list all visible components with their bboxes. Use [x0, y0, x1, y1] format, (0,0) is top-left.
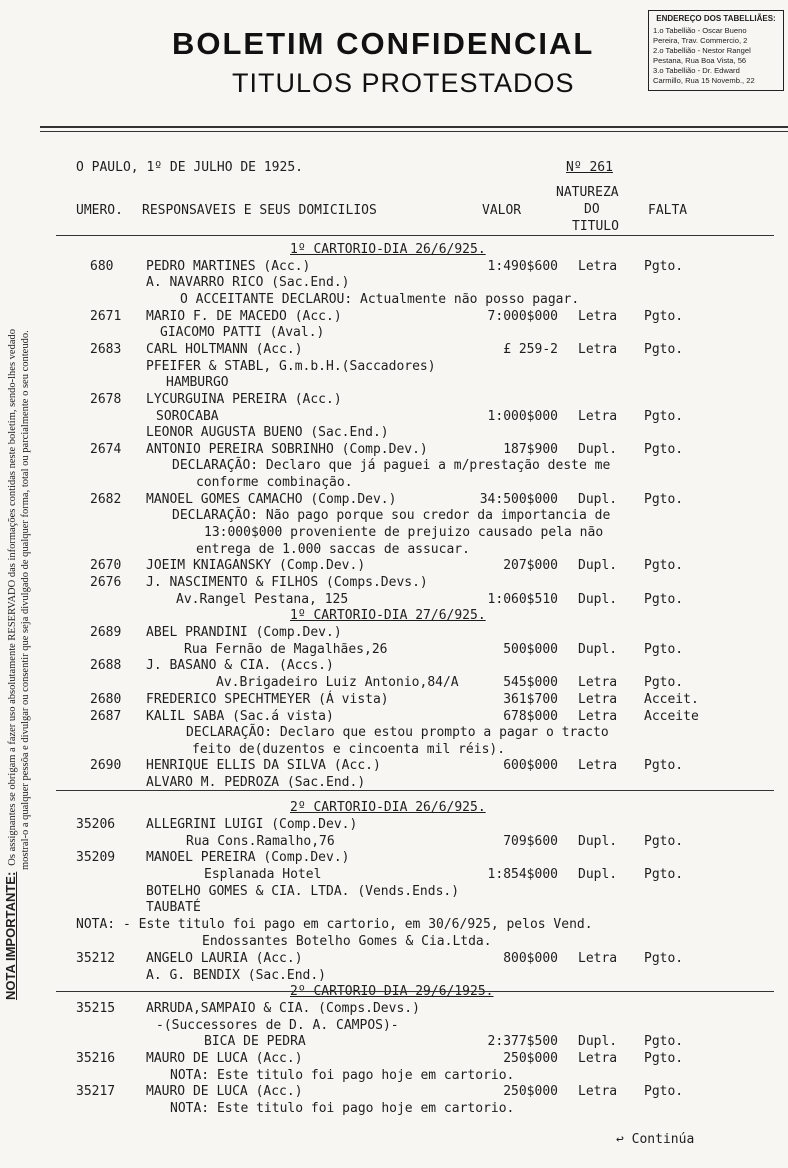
col-numero: UMERO. [76, 203, 123, 218]
title-nature: Dupl. [578, 442, 618, 457]
col-valor: VALOR [482, 203, 522, 218]
title-number: 2680 [90, 692, 122, 707]
title-value: 207$000 [503, 558, 558, 573]
address-line: Carmillo, Rua 15 Novemb., 22 [653, 76, 755, 85]
title-nature: Letra [578, 1084, 618, 1099]
title-value: 34:500$000 [479, 492, 558, 507]
title-nature: Letra [578, 675, 618, 690]
responsible-party: Endossantes Botelho Gomes & Cia.Ltda. [202, 934, 492, 949]
title-value: 678$000 [503, 709, 558, 724]
address-line: 2.o Tabellião - Nestor Rangel [653, 46, 751, 55]
responsible-party: TAUBATÉ [146, 900, 201, 915]
responsible-party: MAURO DE LUCA (Acc.) [146, 1051, 303, 1066]
responsible-party: A. G. BENDIX (Sac.End.) [146, 968, 327, 983]
col-natureza: NATUREZA [556, 185, 619, 200]
title-value: 361$700 [503, 692, 558, 707]
title-nature: Dupl. [578, 592, 618, 607]
title-nature: Dupl. [578, 558, 618, 573]
section-rule [56, 790, 774, 791]
title-nature: Dupl. [578, 642, 618, 657]
responsible-party: MAURO DE LUCA (Acc.) [146, 1084, 303, 1099]
section-label: 2º CARTORIO-DIA 26/6/925. [290, 800, 486, 815]
responsible-party: GIACOMO PATTI (Aval.) [160, 325, 325, 340]
title-value: 709$600 [503, 834, 558, 849]
title-number: 2688 [90, 658, 122, 673]
header-rule [40, 126, 788, 128]
title-number: 35209 [76, 850, 116, 865]
title-fault: Pgto. [644, 642, 684, 657]
responsible-party: HAMBURGO [166, 375, 229, 390]
title-value: £ 259-2 [503, 342, 558, 357]
title-fault: Pgto. [644, 867, 684, 882]
title-fault: Pgto. [644, 758, 684, 773]
title-number: 35217 [76, 1084, 116, 1099]
continues-note: ↩ Continúa [616, 1132, 695, 1147]
responsible-party: entrega de 1.000 saccas de assucar. [196, 542, 470, 557]
title-value: 500$000 [503, 642, 558, 657]
responsible-party: Rua Cons.Ramalho,76 [186, 834, 335, 849]
responsible-party: LEONOR AUGUSTA BUENO (Sac.End.) [146, 425, 389, 440]
title-fault: Pgto. [644, 592, 684, 607]
title-value: 1:000$000 [487, 409, 558, 424]
important-note-label: NOTA IMPORTANTE: [3, 871, 18, 1000]
responsible-party: PEDRO MARTINES (Acc.) [146, 259, 311, 274]
responsible-party: ABEL PRANDINI (Comp.Dev.) [146, 625, 342, 640]
responsible-party: MANOEL GOMES CAMACHO (Comp.Dev.) [146, 492, 397, 507]
important-note-sidebar [4, 40, 32, 1000]
responsible-party: A. NAVARRO RICO (Sac.End.) [146, 275, 350, 290]
title-fault: Pgto. [644, 409, 684, 424]
title-number: 2690 [90, 758, 122, 773]
responsible-party: feito de(duzentos e cincoenta mil réis). [192, 742, 506, 757]
responsible-party: Esplanada Hotel [204, 867, 322, 882]
title-number: 2687 [90, 709, 122, 724]
responsible-party: CARL HOLTMANN (Acc.) [146, 342, 303, 357]
responsible-party: J. BASANO & CIA. (Accs.) [146, 658, 334, 673]
col-falta: FALTA [648, 203, 688, 218]
responsible-party: MANOEL PEREIRA (Comp.Dev.) [146, 850, 350, 865]
title-value: 250$000 [503, 1084, 558, 1099]
title-value: 1:490$600 [487, 259, 558, 274]
title-nature: Letra [578, 951, 618, 966]
title-fault: Pgto. [644, 1084, 684, 1099]
title-fault: Pgto. [644, 342, 684, 357]
title-value: 187$900 [503, 442, 558, 457]
title-number: 35206 [76, 817, 116, 832]
responsible-party: ALVARO M. PEDROZA (Sac.End.) [146, 775, 366, 790]
title-value: 545$000 [503, 675, 558, 690]
responsible-party: Av.Brigadeiro Luiz Antonio,84/A [216, 675, 459, 690]
title-nature: Letra [578, 409, 618, 424]
responsible-party: FREDERICO SPECHTMEYER (Á vista) [146, 692, 389, 707]
title-number: 35212 [76, 951, 116, 966]
responsible-party: HENRIQUE ELLIS DA SILVA (Acc.) [146, 758, 381, 773]
responsible-party: NOTA: - Este titulo foi pago em cartorio, em 30/6/925, pelos Vend. [76, 917, 593, 932]
title-nature: Dupl. [578, 834, 618, 849]
responsible-party: Rua Fernão de Magalhães,26 [184, 642, 388, 657]
title-nature: Letra [578, 1051, 618, 1066]
responsible-party: O ACCEITANTE DECLAROU: Actualmente não posso pagar. [180, 292, 580, 307]
title-value: 2:377$500 [487, 1034, 558, 1049]
address-line: Pestana, Rua Boa Vista, 56 [653, 56, 747, 65]
title-fault: Pgto. [644, 558, 684, 573]
title-number: 35215 [76, 1001, 116, 1016]
title-nature: Letra [578, 709, 618, 724]
title-nature: Letra [578, 259, 618, 274]
title-value: 1:060$510 [487, 592, 558, 607]
address-line: 1.o Tabellião - Oscar Bueno [653, 26, 747, 35]
responsible-party: -(Successores de D. A. CAMPOS)- [156, 1018, 399, 1033]
responsible-party: DECLARAÇÃO: Não pago porque sou credor da importancia de [172, 508, 611, 523]
title-number: 2676 [90, 575, 122, 590]
col-responsaveis: RESPONSAVEIS E SEUS DOMICILIOS [142, 203, 377, 218]
title-value: 600$000 [503, 758, 558, 773]
title-value: 1:854$000 [487, 867, 558, 882]
title-number: 2678 [90, 392, 122, 407]
title-fault: Pgto. [644, 309, 684, 324]
responsible-party: PFEIFER & STABL, G.m.b.H.(Saccadores) [146, 359, 436, 374]
responsible-party: DECLARAÇÃO: Declaro que já paguei a m/prestação deste me [172, 458, 611, 473]
header-rule-thin [40, 131, 788, 132]
section-label: 1º CARTORIO-DIA 27/6/925. [290, 608, 486, 623]
responsible-party: JOEIM KNIAGANSKY (Comp.Dev.) [146, 558, 366, 573]
bulletin-title: BOLETIM CONFIDENCIAL [172, 26, 595, 61]
address-line: 3.o Tabellião - Dr. Edward [653, 66, 740, 75]
title-number: 2674 [90, 442, 122, 457]
responsible-party: conforme combinação. [196, 475, 353, 490]
responsible-party: Av.Rangel Pestana, 125 [176, 592, 349, 607]
title-fault: Pgto. [644, 1051, 684, 1066]
responsible-party: NOTA: Este titulo foi pago hoje em cartorio. [170, 1068, 515, 1083]
address-line: Pereira, Trav. Commercio, 2 [653, 36, 748, 45]
title-nature: Letra [578, 758, 618, 773]
col-natureza-do: DO [584, 202, 600, 217]
address-box-title: ENDEREÇO DOS TABELLIÃES: [656, 14, 776, 23]
responsible-party: J. NASCIMENTO & FILHOS (Comps.Devs.) [146, 575, 428, 590]
responsible-party: BICA DE PEDRA [204, 1034, 306, 1049]
responsible-party: ALLEGRINI LUIGI (Comp.Dev.) [146, 817, 358, 832]
title-fault: Pgto. [644, 259, 684, 274]
col-natureza-titulo: TITULO [572, 219, 619, 234]
responsible-party: ANTONIO PEREIRA SOBRINHO (Comp.Dev.) [146, 442, 428, 457]
title-number: 2683 [90, 342, 122, 357]
title-number: 2670 [90, 558, 122, 573]
section-label: 2º CARTORIO-DIA 29/6/1925. [290, 984, 494, 999]
column-header-rule [56, 235, 774, 236]
responsible-party: 13:000$000 proveniente de prejuizo causado pela não [204, 525, 604, 540]
title-fault: Pgto. [644, 834, 684, 849]
title-value: 250$000 [503, 1051, 558, 1066]
responsible-party: BOTELHO GOMES & CIA. LTDA. (Vends.Ends.) [146, 884, 460, 899]
section-label: 1º CARTORIO-DIA 26/6/925. [290, 242, 486, 257]
title-number: 2671 [90, 309, 122, 324]
responsible-party: MARIO F. DE MACEDO (Acc.) [146, 309, 342, 324]
title-nature: Dupl. [578, 1034, 618, 1049]
title-fault: Pgto. [644, 442, 684, 457]
title-number: 2682 [90, 492, 122, 507]
responsible-party: LYCURGUINA PEREIRA (Acc.) [146, 392, 342, 407]
continues-label: Continúa [631, 1132, 695, 1147]
section-rule [56, 991, 774, 992]
title-fault: Pgto. [644, 492, 684, 507]
responsible-party: DECLARAÇÃO: Declaro que estou prompto a pagar o tracto [186, 725, 609, 740]
important-note-line2: mostral-o a qualquer pessôa e divulgar ou consentir que seja divulgado de qualquer forma, total ou parcialmente o seu conteudo. [20, 330, 31, 870]
title-number: 680 [90, 259, 114, 274]
title-value: 800$000 [503, 951, 558, 966]
responsible-party: NOTA: Este titulo foi pago hoje em cartorio. [170, 1101, 515, 1116]
responsible-party: ARRUDA,SAMPAIO & CIA. (Comps.Devs.) [146, 1001, 420, 1016]
bulletin-subtitle: TITULOS PROTESTADOS [232, 68, 575, 98]
responsible-party: ANGELO LAURIA (Acc.) [146, 951, 303, 966]
title-number: 2689 [90, 625, 122, 640]
title-fault: Pgto. [644, 951, 684, 966]
title-nature: Letra [578, 692, 618, 707]
title-nature: Dupl. [578, 492, 618, 507]
title-fault: Acceite [644, 709, 699, 724]
title-fault: Pgto. [644, 1034, 684, 1049]
title-number: 35216 [76, 1051, 116, 1066]
title-fault: Acceit. [644, 692, 699, 707]
title-nature: Letra [578, 309, 618, 324]
title-nature: Dupl. [578, 867, 618, 882]
responsible-party: SOROCABA [156, 409, 219, 424]
title-fault: Pgto. [644, 675, 684, 690]
notary-address-box [648, 10, 784, 91]
responsible-party: KALIL SABA (Sac.á vista) [146, 709, 334, 724]
title-nature: Letra [578, 342, 618, 357]
dateline: O PAULO, 1º DE JULHO DE 1925. [76, 160, 303, 175]
bulletin-number: Nº 261 [566, 160, 613, 175]
important-note-line1: Os assignantes se obrigam a fazer uso absolutamente RESERVADO das informações contidas neste boletim, sendo-lhes vedado [7, 329, 18, 866]
title-value: 7:000$000 [487, 309, 558, 324]
